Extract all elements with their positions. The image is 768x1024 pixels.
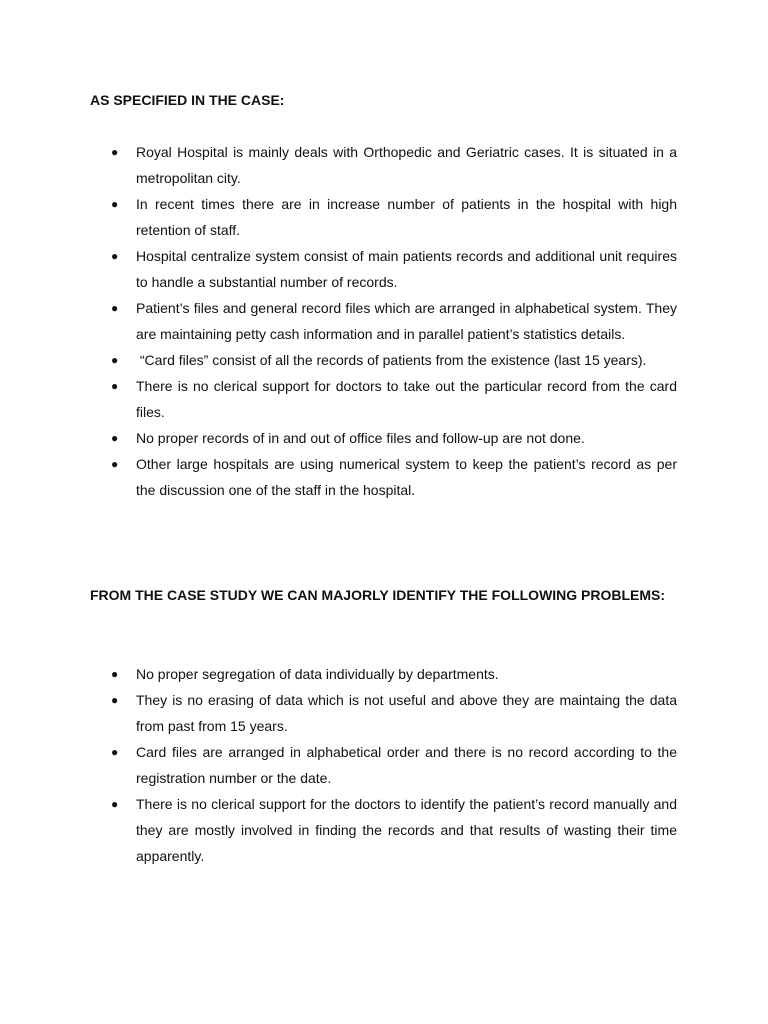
bullet-icon: ●: [111, 197, 119, 211]
list-item: [111, 347, 677, 373]
section-heading-problems: FROM THE CASE STUDY WE CAN MAJORLY IDENTIFY THE FOLLOWING PROBLEMS:: [90, 587, 666, 603]
list-item-text: In recent times there are in increase number of patients in the hospital with high retention of staff.: [136, 196, 677, 238]
bullet-icon: ●: [111, 301, 119, 315]
list-item-text: Card files are arranged in alphabetical order and there is no record according to the registration number or the date.: [136, 744, 677, 786]
list-item: [111, 451, 677, 503]
list-item-text: Patient’s files and general record files which are arranged in alphabetical system. They are maintaining petty cash information and in parallel patient’s statistics details.: [136, 300, 677, 342]
list-item: [111, 191, 677, 243]
bullet-icon: ●: [111, 353, 119, 367]
list-item-text: No proper records of in and out of office files and follow-up are not done.: [136, 430, 585, 446]
list-item: [111, 661, 677, 687]
list-item: [111, 791, 677, 869]
problems-list: [0, 661, 768, 869]
list-item: [111, 687, 677, 739]
list-item: [111, 243, 677, 295]
list-item-text: Hospital centralize system consist of main patients records and additional unit requires to handle a substantial number of records.: [136, 248, 677, 290]
list-item-text: Royal Hospital is mainly deals with Orthopedic and Geriatric cases. It is situated in a metropolitan city.: [136, 144, 677, 186]
list-item-text: There is no clerical support for doctors to take out the particular record from the card files.: [136, 378, 677, 420]
list-item: [111, 739, 677, 791]
list-item-text: “Card files” consist of all the records of patients from the existence (last 15 years).: [136, 352, 647, 368]
section-heading-as-specified: AS SPECIFIED IN THE CASE:: [90, 92, 285, 108]
bullet-icon: ●: [111, 249, 119, 263]
bullet-icon: ●: [111, 457, 119, 471]
list-item-text: There is no clerical support for the doctors to identify the patient’s record manually and they are mostly involved in finding the records and that results of wasting their time apparently.: [136, 796, 677, 864]
list-item: [111, 373, 677, 425]
bullet-icon: ●: [111, 745, 119, 759]
list-item: [111, 139, 677, 191]
list-item: [111, 425, 677, 451]
bullet-icon: ●: [111, 379, 119, 393]
bullet-icon: ●: [111, 797, 119, 811]
list-item-text: Other large hospitals are using numerical system to keep the patient’s record as per the discussion one of the staff in the hospital.: [136, 456, 677, 498]
bullet-icon: ●: [111, 431, 119, 445]
bullet-icon: ●: [111, 693, 119, 707]
case-facts-list: [0, 139, 768, 503]
list-item: [111, 295, 677, 347]
bullet-icon: ●: [111, 667, 119, 681]
bullet-icon: ●: [111, 145, 119, 159]
list-item-text: No proper segregation of data individually by departments.: [136, 666, 499, 682]
list-item-text: They is no erasing of data which is not useful and above they are maintaing the data from past from 15 years.: [136, 692, 677, 734]
